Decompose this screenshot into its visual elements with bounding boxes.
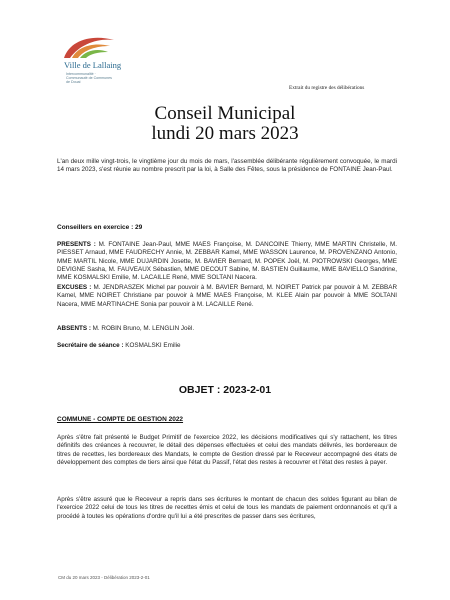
page-footer: CM du 20 mars 2023 - Délibération 2023-2-01	[58, 575, 150, 580]
section-title: COMMUNE - COMPTE DE GESTION 2022	[57, 416, 184, 423]
presents-paragraph	[57, 241, 397, 282]
excuses-text: M. JENDRASZEK Michel par pouvoir à M. BAVIER Bernard, M. NOIRET Patrick par pouvoir à M. ZEBBAR Kamel, MME NOIRET Christiane par pouvoir à MME MAES Françoise, M. KLEE Alain par pouvoir à MME SOLTANI Nacera, MME MARTINACHE Sonia par pouvoir à M. LACAILLE René.	[57, 284, 397, 308]
presents-label: PRESENTS :	[57, 241, 96, 248]
council-title: Conseil Municipal	[154, 103, 296, 124]
absents-paragraph	[57, 325, 397, 333]
excuses-label: EXCUSES :	[57, 284, 92, 291]
intro-paragraph: L'an deux mille vingt-trois, le vingtième jour du mois de mars, l'assemblée délibérante régulièrement convoquée, le mardi 14 mars 2023, s'est réunie au nombre prescrit par la loi, à Salle des Fêtes, sous la présidence de FONTAINE Jean-Paul.	[57, 158, 397, 174]
logo-tagline: Intercommunalité · Communauté de Communes de Douai	[66, 72, 112, 84]
absents-text: M. ROBIN Bruno, M. LENGLIN Joël.	[90, 325, 195, 332]
body-paragraph-1: Après s'être fait présenté le Budget Primitif de l'exercice 2022, les décisions modificatives qui s'y rattachent, les titres définitifs des créances à recouvrer, le détail des dépenses effectuées et celui des mandats délivrés, les bordereaux de titres de recettes, les bordereaux des Mandats, le compte de Gestion dressé par le Receveur accompagné des états de développement des comptes de tiers ainsi que l'état du Passif, l'état des restes à recouvrer et l'état des restes à payer.	[57, 434, 397, 466]
secretaire-text: KOSMALSKI Emilie	[123, 342, 181, 349]
logo-name: Ville de Lallaing	[64, 60, 122, 70]
secretaire-paragraph	[57, 342, 397, 350]
objet-heading: OBJET : 2023-2-01	[178, 384, 272, 396]
excuses-paragraph	[57, 284, 397, 309]
conseillers-count: Conseillers en exercice : 29	[57, 224, 143, 231]
presents-text: M. FONTAINE Jean-Paul, MME MAES Françoise, M. DANCOINE Thierry, MME MARTIN Christelle, M. PIESSET Arnaud, MME FAUDRECHY Annie, M. ZEBBAR Kamel, MME WASSON Laurence, M. PROVENZANO Antonio, MME MARTIL Nicole, MME DUJARDIN Josette, M. BAVIER Bernard, M. POPEK Joël, M. PIOTROWSKI Georges, MME DEVIGNE Sasha, M. FAUVEAUX Sébastien, MME DECOUT Sabine, M. BASTIEN Guillaume, MME BAVIELLO Sandrine, MME KOSMALSKI Emilie, M. LACAILLE René, MME SOLTANI Nacera.	[57, 241, 397, 282]
body-paragraph-2: Après s'être assuré que le Receveur a repris dans ses écritures le montant de chacun des soldes figurant au bilan de l'exercice 2022 celui de tous les titres de recettes émis et celui de tous les mandats de paiement ordonnancés et qu'il a procédé à toutes les opérations d'ordre qu'il lui a été prescrites de passer dans ses écritures,	[57, 496, 397, 520]
secretaire-label: Secrétaire de séance :	[57, 342, 124, 349]
logo-mark-icon	[58, 30, 120, 60]
absents-label: ABSENTS :	[57, 325, 91, 332]
council-date: lundi 20 mars 2023	[151, 123, 299, 144]
extract-label: Extrait du registre des délibérations	[289, 85, 365, 91]
city-logo	[58, 30, 122, 84]
